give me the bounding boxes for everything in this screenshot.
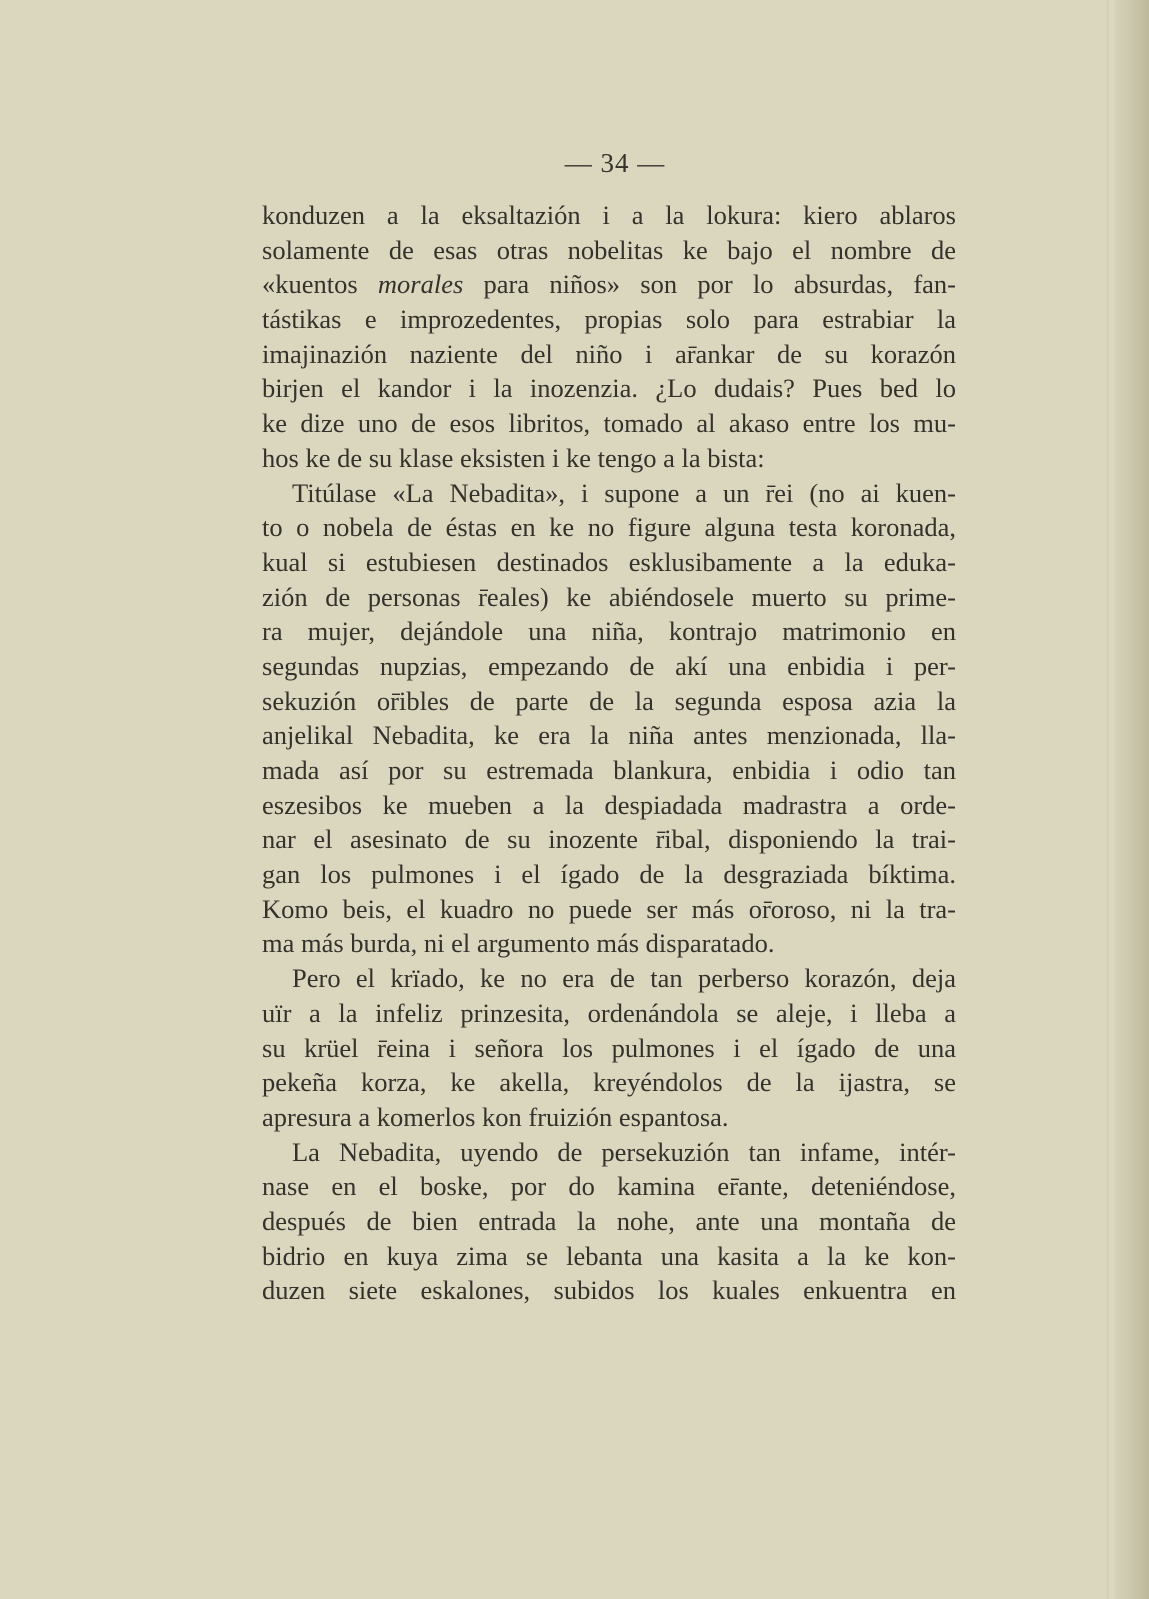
text-segment: para niños» son por lo absurdas, fan- (463, 269, 956, 300)
page-edge-shadow (1115, 0, 1149, 1599)
text-line: birjen el kandor i la inozenzia. ¿Lo dudais? Pues bed lo (262, 373, 956, 404)
text-line: uïr a la infeliz prinzesita, ordenándola se aleje, i lleba a (262, 997, 956, 1028)
text-line: gan los pulmones i el ígado de la desgraziada bíktima. (262, 859, 956, 890)
text-line: ke dize uno de esos libritos, tomado al akaso entre los mu- (262, 408, 956, 439)
text-line: segundas nupzias, empezando de akí una enbidia i per- (262, 650, 956, 681)
text-line: La Nebadita, uyendo de persekuzión tan infame, intér- (292, 1136, 956, 1167)
text-line: nar el asesinato de su inozente r̄ibal, disponiendo la trai- (262, 824, 956, 855)
text-line: bidrio en kuya zima se lebanta una kasita a la ke kon- (262, 1240, 956, 1271)
text-line: kual si estubiesen destinados esklusibamente a la eduka- (262, 546, 956, 577)
text-line: tástikas e improzedentes, propias solo para estrabiar la (262, 304, 956, 335)
text-line: sekuzión or̄ibles de parte de la segunda esposa azia la (262, 685, 956, 716)
text-line: konduzen a la eksaltazión i a la lokura: kiero ablaros (262, 200, 956, 230)
page-fold (1106, 0, 1109, 1599)
text-line: imajinazión naziente del niño i ar̄ankar de su korazón (262, 338, 956, 369)
text-segment: «kuentos (262, 269, 378, 300)
page-number: — 34 — (564, 148, 666, 178)
text-line: Komo beis, el kuadro no puede ser más or̄oroso, ni la tra- (262, 893, 956, 924)
text-line: anjelikal Nebadita, ke era la niña antes menzionada, lla- (262, 720, 956, 751)
text-line: solamente de esas otras nobelitas ke bajo el nombre de (262, 234, 956, 265)
text-line: su krüel r̄eina i señora los pulmones i el ígado de una (262, 1032, 956, 1063)
text-line: eszesibos ke mueben a la despiadada madrastra a orde- (262, 789, 956, 820)
text-line: Titúlase «La Nebadita», i supone a un r̄ei (no ai kuen- (292, 477, 956, 508)
text-line: to o nobela de éstas en ke no figure alguna testa koronada, (262, 512, 956, 543)
body-text (262, 198, 956, 1308)
text-line: mada así por su estremada blankura, enbidia i odio tan (262, 755, 956, 785)
text-line: duzen siete eskalones, subidos los kuales enkuentra en (262, 1275, 956, 1306)
text-line: pekeña korza, ke akella, kreyéndolos de la ijastra, se (262, 1067, 956, 1098)
text-line: después de bien entrada la nohe, ante una montaña de (262, 1205, 956, 1236)
text-line: ma más burda, ni el argumento más disparatado. (262, 928, 775, 959)
text-line: nase en el boske, por do kamina er̄ante, deteniéndose, (262, 1171, 956, 1202)
text-line: ra mujer, dejándole una niña, kontrajo matrimonio en (262, 616, 956, 647)
text-line: zión de personas r̄eales) ke abiéndosele muerto su prime- (262, 581, 956, 612)
text-line: apresura a komerlos kon fruizión espantosa. (262, 1101, 729, 1132)
italic-word: morales (377, 269, 464, 300)
text-line: hos ke de su klase eksisten i ke tengo a la bista: (262, 442, 765, 473)
text-line: Pero el krïado, ke no era de tan perberso korazón, deja (292, 963, 956, 994)
text-line (262, 267, 956, 302)
